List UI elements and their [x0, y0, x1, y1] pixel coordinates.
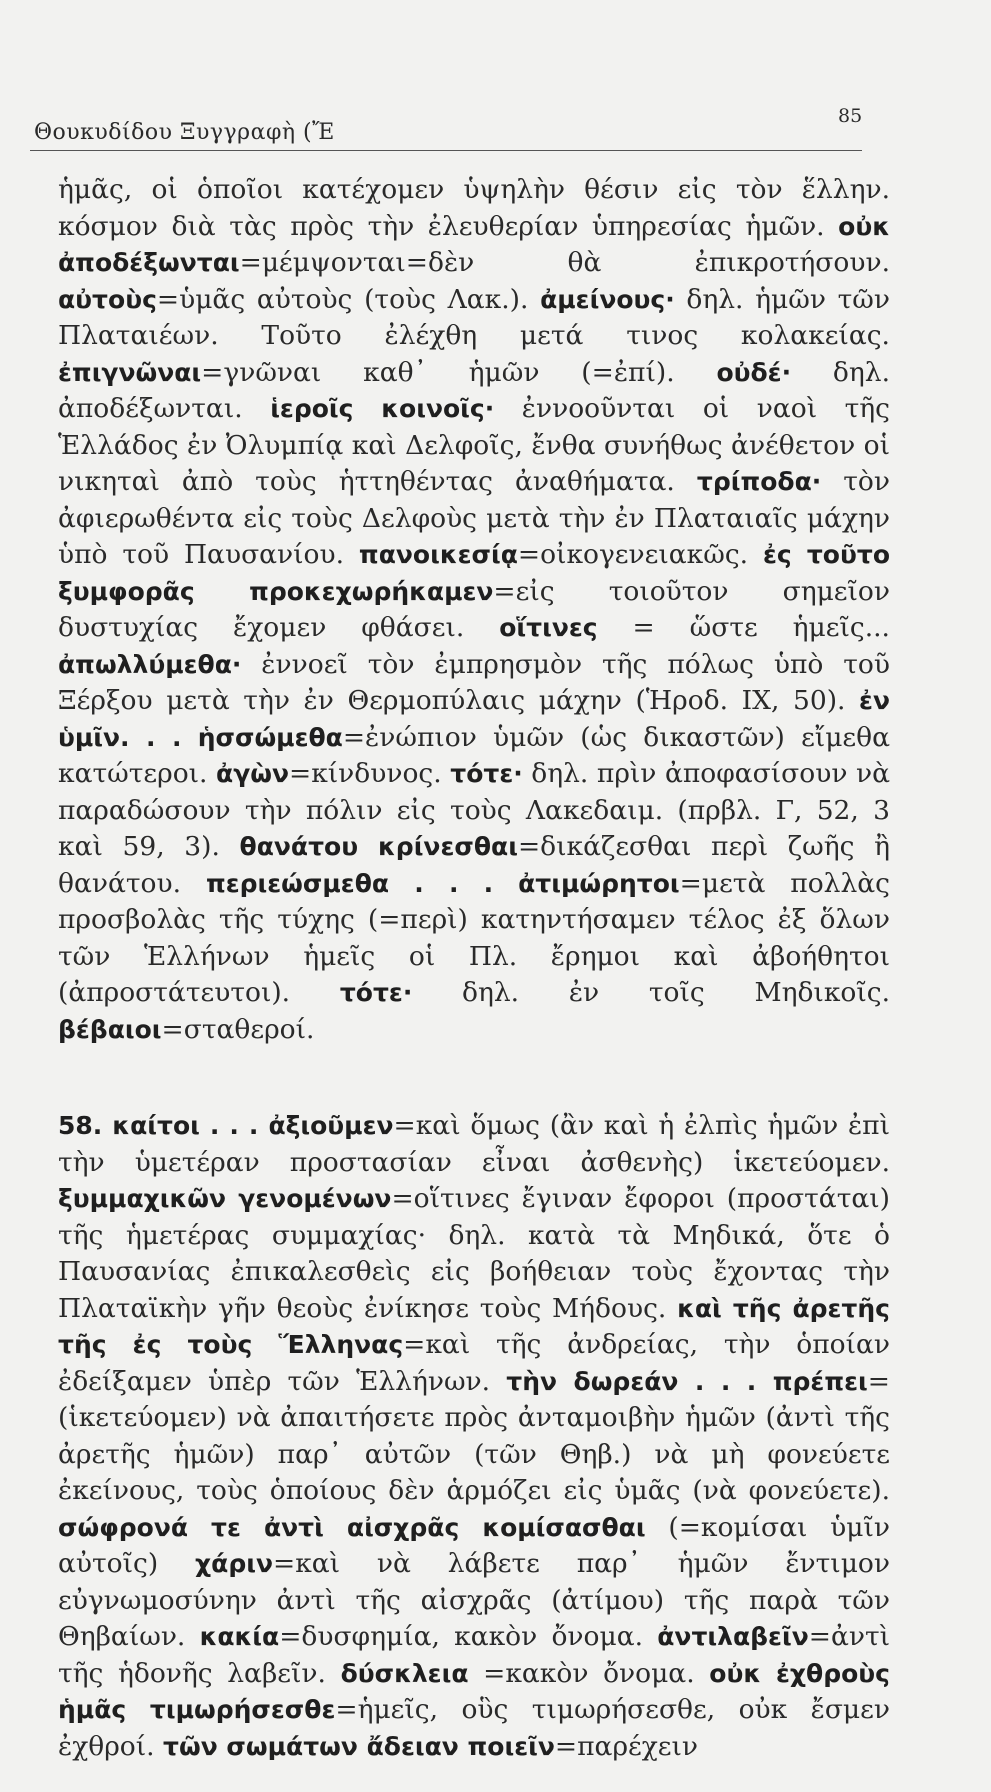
gloss: ἐννοεῖ τὸν ἐμπρησμὸν τῆς πόλως ὑπὸ τοῦ Ξέρξου μετὰ τὴν ἐν Θερμοπύλαις μάχην (Ἡροδ. ΙΧ, 50). — [58, 648, 890, 716]
running-title: Θουκυδίδου Ξυγγραφὴ (Ἔ — [34, 120, 335, 145]
lemma: περιεώσμεθα . . . — [205, 868, 494, 898]
lemma: ἀπωλλύμεθα· — [58, 649, 242, 679]
gloss: ἡμᾶς, οἱ ὁποῖοι κατέχομεν ὑψηλὴν θέσιν εἰς τὸν ἕλλην. κόσμον διὰ τὰς πρὸς τὴν ἐλευθερίαν ὑπηρεσίας ἡμῶν. — [58, 174, 890, 242]
lemma: καὶ τῆς ἀρετῆς τῆς ἐς τοὺς Ἕλληνας — [58, 1293, 890, 1359]
lemma: ἀντιλαβεῖν — [657, 1622, 809, 1651]
lemma: σώφρονά τε ἀντὶ αἰσχρᾶς κομίσασθαι — [58, 1512, 646, 1542]
gloss: ἐννοοῦνται οἱ ναοὶ τῆς Ἑλλάδος ἐν Ὀλυμπίᾳ καὶ Δελφοῖς, ἔνθα συνήθως ἀνέθετον οἱ νικηταὶ ἀπὸ τοὺς ἡττηθέντας ἀναθήματα. — [58, 393, 891, 497]
gloss — [493, 868, 518, 899]
gloss: =(ἱκετεύομεν) νὰ ἀπαιτήσετε πρὸς ἀνταμοιβὴν ἡμῶν (ἀντὶ τῆς ἀρετῆς ἡμῶν) παρ᾽ αὐτῶν (τῶν Θηβ.) νὰ μὴ φονεύετε ἐκείνους, τοὺς ὁποίους δὲν ἁρμόζει εἰς ὑμᾶς (νὰ φονεύετε). — [58, 1365, 890, 1506]
gloss: =παρέχειν — [554, 1730, 699, 1762]
gloss: =ἡμεῖς, οὓς τιμωρήσεσθε, οὐκ ἔσμεν ἐχθροί. — [58, 1694, 890, 1762]
gloss: =οἰκογενειακῶς. — [517, 539, 763, 570]
gloss: =δυσφημία, κακὸν ὄνομα. — [279, 1621, 658, 1652]
lemma: οἵτινες — [499, 613, 598, 642]
gloss: =μέμψονται=δὲν θὰ ἐπικροτήσουν. — [239, 247, 890, 278]
gloss: =οἵτινες ἔγιναν ἔφοροι (προστάται) τῆς ἡμετέρας συμμαχίας· δηλ. κατὰ τὰ Μηδικά, ὅτε ὁ Παυσανίας ἐπικαλεσθεὶς εἰς βοήθειαν τοὺς ἔχοντας τὴν Πλαταϊκὴν γῆν θεοὺς ἐνίκησε τοὺς Μήδους. — [58, 1183, 890, 1324]
gloss: =καὶ νὰ λάβετε παρ᾽ ἡμῶν ἔντιμον εὐγνωμοσύνην ἀντὶ τῆς αἰσχρᾶς (ἀτίμου) τῆς παρὰ τῶν Θηβαίων. — [58, 1548, 890, 1652]
lemma: τὴν δωρεάν . . . πρέπει — [506, 1366, 868, 1396]
gloss: =σταθεροί. — [161, 1013, 315, 1045]
gloss: =εἰς τοιοῦτον σημεῖον δυστυχίας ἔχομεν φθάσει. — [58, 575, 890, 643]
lemma: οὐδέ· — [716, 357, 792, 387]
lemma: τότε· — [339, 978, 413, 1007]
paragraph-2 — [58, 1108, 890, 1765]
lemma: ἀμείνους· — [540, 284, 675, 314]
gloss: τὸν ἀφιερωθέντα εἰς τοὺς Δελφοὺς μετὰ τὴν ἐν Πλαταιαῖς μάχην ὑπὸ τοῦ Παυσανίου. — [58, 466, 890, 570]
gloss — [182, 722, 198, 753]
lemma: ἀτιμώρητοι — [518, 868, 680, 898]
gloss: =ὑμᾶς αὐτοὺς (τοὺς Λακ.). — [156, 283, 541, 315]
gloss: δηλ. πρὶν ἀποφασίσουν νὰ παραδώσουν τὴν πόλιν εἰς τοὺς Λακεδαιμ. (πρβλ. Γ, 52, 3 καὶ 59, 3). — [58, 758, 890, 862]
paragraph-1 — [58, 172, 890, 1048]
gloss: δηλ. ἡμῶν τῶν Πλαταιέων. Τοῦτο ἐλέχθη μετά τινος κολακείας. — [58, 283, 890, 351]
lemma: οὐκ ἀποδέξωνται — [58, 211, 890, 277]
gloss: =καὶ τῆς ἀνδρείας, τὴν ὁποίαν ἐδείξαμεν ὑπὲρ τῶν Ἑλλήνων. — [58, 1329, 890, 1397]
lemma: ἡσσώμεθα — [197, 722, 343, 752]
gloss: =καὶ ὅμως (ἂν καὶ ἡ ἐλπὶς ἡμῶν ἐπὶ τὴν ὑμετέραν προστασίαν εἶναι ἀσθενὴς) ἱκετεύομεν. — [58, 1110, 890, 1178]
lemma: τῶν σωμάτων ἄδειαν ποιεῖν — [163, 1731, 555, 1761]
lemma: ἱεροῖς κοινοῖς· — [270, 394, 495, 423]
lemma: ἐπιγνῶναι — [58, 357, 202, 387]
gloss: δηλ. ἀποδέξωνται. — [58, 356, 890, 424]
gloss: δηλ. ἐν τοῖς Μηδικοῖς. — [412, 977, 890, 1008]
gloss: =κίνδυνος. — [289, 758, 451, 789]
lemma: τρίποδα· — [696, 467, 822, 496]
lemma: ἐς τοῦτο ξυμφορᾶς προκεχωρήκαμεν — [58, 540, 890, 606]
page-number: 85 — [838, 105, 863, 127]
gloss: =δικάζεσθαι περὶ ζωῆς ἢ θανάτου. — [58, 831, 890, 899]
gloss: =κακὸν ὄνομα. — [468, 1657, 710, 1689]
lemma: χάριν — [195, 1549, 273, 1578]
lemma: ἀγὼν — [216, 759, 289, 788]
commentary-text — [58, 172, 890, 1792]
lemma: κακία — [199, 1622, 280, 1651]
lemma: θανάτου κρίνεσθαι — [239, 832, 518, 861]
header-rule — [30, 150, 862, 151]
lemma: πανοικεσίᾳ — [358, 540, 518, 569]
lemma: τότε· — [450, 759, 523, 788]
gloss: =γνῶναι καθ᾽ ἡμῶν (=ἐπί). — [201, 356, 717, 388]
gloss: = ὥστε ἡμεῖς... — [597, 612, 890, 643]
lemma: ξυμμαχικῶν γενομένων — [58, 1184, 392, 1213]
gloss: =ἐνώπιον ὑμῶν (ὡς δικαστῶν) εἴμεθα κατώτεροι. — [58, 721, 891, 789]
lemma: δύσκλεια — [340, 1658, 469, 1688]
lemma: 58. καίτοι . . . ἀξιοῦμεν — [58, 1111, 394, 1140]
gloss: =μετὰ πολλὰς προσβολὰς τῆς τύχης (=περὶ) κατηντήσαμεν τέλος ἐξ ὅλων τῶν Ἑλλήνων ἡμεῖς οἱ Πλ. ἔρημοι καὶ ἀβοήθητοι (ἀπροστάτευτοι). — [58, 867, 890, 1008]
lemma: οὐκ ἐχθροὺς ἡμᾶς τιμωρήσεσθε — [58, 1658, 890, 1724]
lemma: βέβαιοι — [58, 1014, 162, 1044]
lemma: ἐν ὑμῖν. . . — [58, 686, 890, 752]
lemma: αὐτοὺς — [58, 284, 157, 314]
gloss: (=κομίσαι ὑμῖν αὐτοῖς) — [58, 1511, 890, 1579]
gloss: =ἀντὶ τῆς ἡδονῆς λαβεῖν. — [58, 1621, 890, 1689]
